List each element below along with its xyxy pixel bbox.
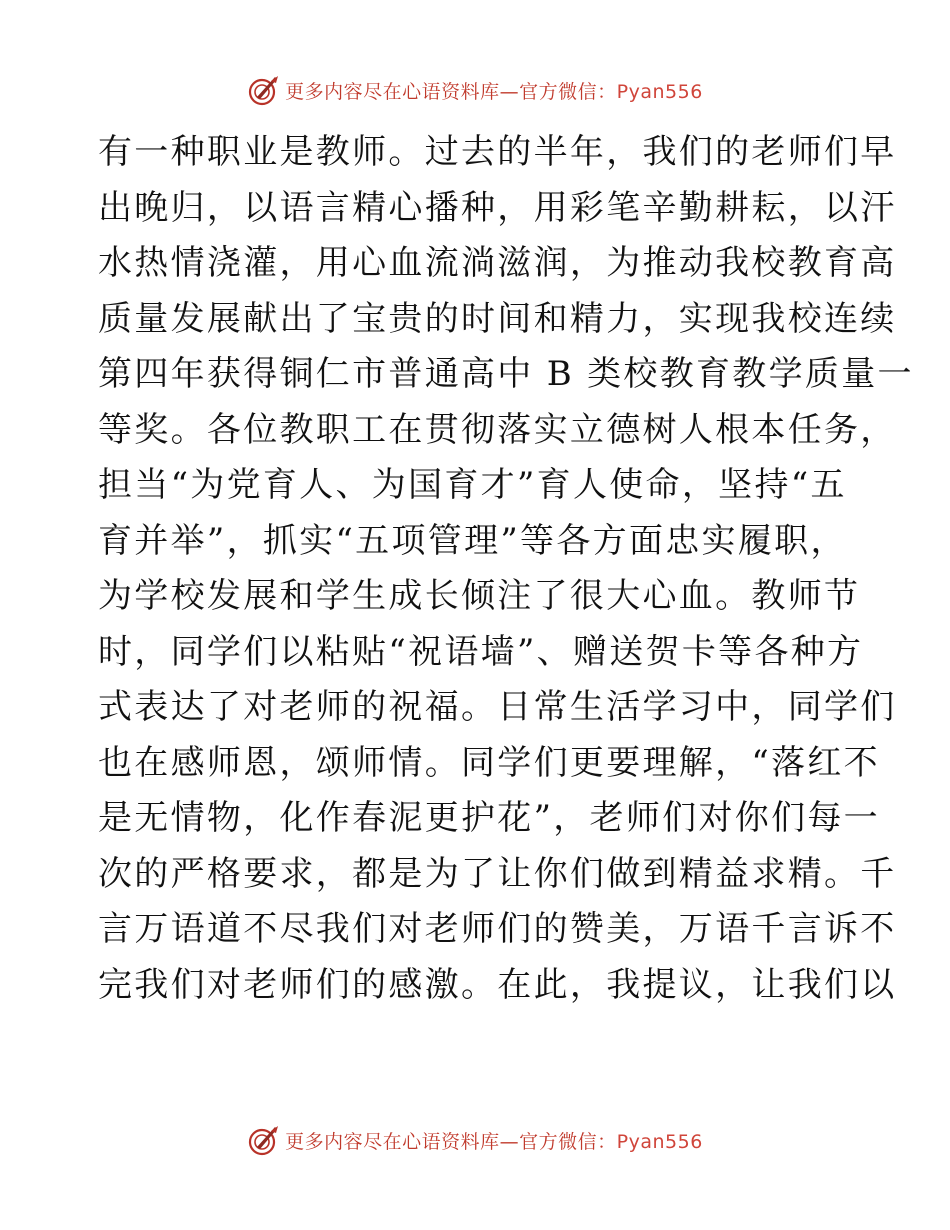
text-line: 次的严格要求，都是为了让你们做到精益求精。千 [98, 853, 897, 894]
text-line: 育并举”，抓实“五项管理”等各方面忠实履职， [98, 520, 847, 561]
text-line: 为学校发展和学生成长倾注了很大心血。教师节 [98, 576, 861, 616]
header-banner [0, 70, 950, 110]
text-line: 时，同学们以粘贴“祝语墙”、赠送贺卡等各种方 [98, 631, 864, 672]
text-line: 完我们对老师们的感激。在此，我提议，让我们以 [98, 964, 897, 1005]
text-line: 也在感师恩，颂师情。同学们更要理解，“落红不 [98, 742, 880, 783]
text-line: 有一种职业是教师。过去的半年，我们的老师们早 [98, 132, 897, 172]
text-line: 等奖。各位教职工在贯彻落实立德树人根本任务， [98, 409, 897, 450]
text-line: 式表达了对老师的祝福。日常生活学习中，同学们 [98, 687, 897, 727]
wechat-handle: Pyan556 [616, 80, 703, 103]
text-line: 质量发展献出了宝贵的时间和精力，实现我校连续 [98, 298, 897, 339]
text-line: 是无情物，化作春泥更护花”，老师们对你们每一 [98, 798, 880, 838]
wechat-handle: Pyan556 [616, 1130, 703, 1153]
body-text [98, 125, 914, 1013]
text-line: 水热情浇灌，用心血流淌滋润，为推动我校教育高 [98, 243, 897, 283]
text-line: 出晚归，以语言精心播种，用彩笔辛勤耕耘，以汗 [98, 187, 897, 228]
text-line: 担当“为党育人、为国育才”育人使命，坚持“五 [98, 465, 847, 505]
header-banner-text: 更多内容尽在心语资料库—官方微信：Pyan556 [285, 80, 703, 103]
text-line: 言万语道不尽我们对老师们的赞美，万语千言诉不 [98, 909, 897, 949]
quill-logo-icon [247, 1123, 281, 1157]
quill-logo-icon [247, 73, 281, 107]
footer-banner-text: 更多内容尽在心语资料库—官方微信：Pyan556 [285, 1130, 703, 1153]
text-line: 第四年获得铜仁市普通高中 B 类校教育教学质量一 [98, 354, 914, 394]
footer-banner [0, 1120, 950, 1160]
